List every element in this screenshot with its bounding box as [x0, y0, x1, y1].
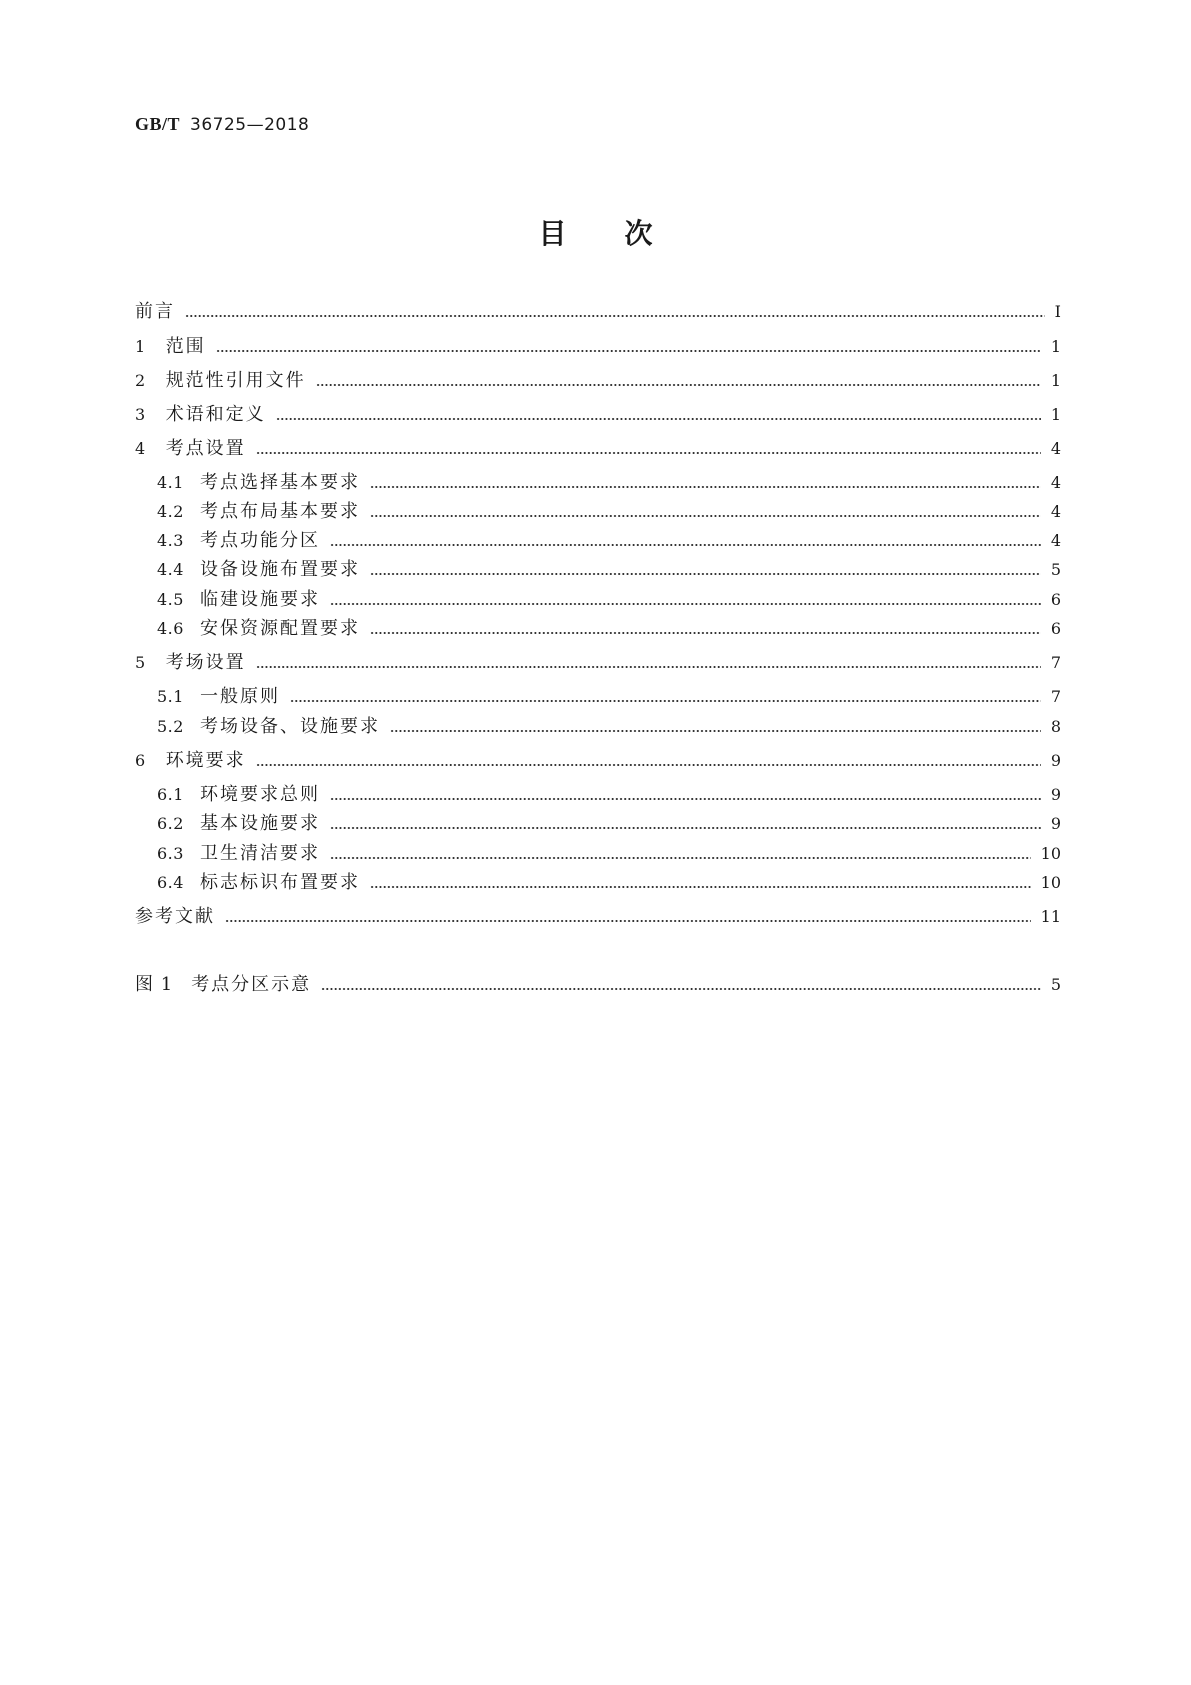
toc-entry-title: 临建设施要求 [199, 589, 320, 610]
toc-entry-number: 6.4 [157, 873, 184, 892]
dot-leader [390, 728, 1041, 734]
toc-entry-title: 术语和定义 [165, 404, 266, 425]
figure-entry-title: 考点分区示意 [191, 974, 312, 995]
toc-entry-label [157, 499, 360, 525]
toc-entry-label [157, 714, 380, 740]
toc-entry-title: 环境要求 [165, 750, 246, 771]
toc-entry-label [135, 402, 266, 428]
toc-entry[interactable] [157, 587, 1061, 613]
toc-entry-number: 6 [135, 751, 146, 770]
figure-entry-label [135, 972, 311, 998]
toc-entry[interactable] [157, 870, 1061, 896]
standard-code: GB/T [135, 114, 181, 134]
toc-entry[interactable] [135, 334, 1061, 360]
toc-entry-title: 考点设置 [165, 438, 246, 459]
toc-entry-page: 9 [1050, 785, 1061, 804]
toc-entry-label [135, 436, 246, 462]
dot-leader [225, 918, 1031, 924]
toc-entry-number: 5.1 [157, 687, 184, 706]
toc-entry-label [135, 299, 175, 325]
toc-entry-number: 3 [135, 405, 146, 424]
toc-entry-number: 1 [135, 337, 146, 356]
toc-entry-label [135, 904, 215, 930]
toc-entry[interactable] [135, 904, 1061, 930]
standard-number [135, 114, 309, 135]
toc-entry-label [135, 334, 206, 360]
dot-leader [370, 571, 1041, 577]
toc-entry-title: 考场设备、设施要求 [199, 716, 380, 737]
figure-entry-number: 图 1 [135, 974, 174, 995]
toc-entry-page: Ⅰ [1054, 302, 1061, 321]
toc-entry-label [135, 650, 246, 676]
toc-entry-title: 环境要求总则 [199, 784, 320, 805]
dot-leader [330, 796, 1041, 802]
dot-leader [370, 884, 1031, 890]
toc-entry[interactable] [157, 557, 1061, 583]
dot-leader [330, 825, 1041, 831]
toc-entry-page: 9 [1050, 814, 1061, 833]
toc-entry-number: 6.2 [157, 814, 184, 833]
toc-entry-title: 参考文献 [135, 906, 215, 927]
toc-entry[interactable] [135, 299, 1061, 325]
dot-leader [330, 601, 1041, 607]
standard-year-number: 36725—2018 [190, 115, 310, 135]
dot-leader [256, 450, 1041, 456]
toc-entry-label [157, 870, 360, 896]
dot-leader [185, 313, 1045, 319]
dot-leader [276, 416, 1041, 422]
dot-leader [370, 484, 1041, 490]
toc-entry-label [157, 782, 320, 808]
toc-entry[interactable] [157, 782, 1061, 808]
toc-entry[interactable] [157, 470, 1061, 496]
toc-entry-title: 考点布局基本要求 [199, 501, 360, 522]
toc-entry-label [157, 587, 320, 613]
toc-entry[interactable] [157, 841, 1061, 867]
toc-entry[interactable] [135, 402, 1061, 428]
toc-entry[interactable] [157, 811, 1061, 837]
toc-entry-number: 6.3 [157, 844, 184, 863]
toc-entry-title: 规范性引用文件 [165, 370, 306, 391]
toc-entry-title: 前言 [135, 301, 175, 322]
dot-leader [256, 762, 1041, 768]
toc-entry-page: 1 [1050, 405, 1061, 424]
toc-entry[interactable] [157, 616, 1061, 642]
toc-entry-page: 10 [1040, 873, 1061, 892]
toc-entry-page: 4 [1050, 473, 1061, 492]
dot-leader [370, 630, 1041, 636]
toc-entry[interactable] [135, 436, 1061, 462]
toc-entry-number: 6.1 [157, 785, 184, 804]
toc-entry-title: 一般原则 [199, 686, 280, 707]
toc-entry-title: 考点选择基本要求 [199, 472, 360, 493]
toc-entry-label [157, 811, 320, 837]
toc-entry-number: 4.3 [157, 531, 184, 550]
toc-entry-page: 5 [1050, 560, 1061, 579]
dot-leader [330, 855, 1031, 861]
toc-entry-page: 1 [1050, 337, 1061, 356]
toc-entry[interactable] [135, 650, 1061, 676]
toc-entry-page: 4 [1050, 502, 1061, 521]
toc-entry-page: 4 [1050, 439, 1061, 458]
toc-entry-label [157, 841, 320, 867]
figure-list-entry[interactable] [135, 972, 1061, 998]
toc-entry-title: 基本设施要求 [199, 813, 320, 834]
figure-entry-page: 5 [1050, 975, 1061, 994]
title-char-1: 目 [538, 217, 567, 250]
dot-leader [316, 382, 1041, 388]
toc-entry-page: 9 [1050, 751, 1061, 770]
toc-entry-number: 5.2 [157, 717, 184, 736]
toc-entry-page: 6 [1050, 590, 1061, 609]
page-title [0, 212, 1191, 252]
toc-entry-label [157, 684, 280, 710]
toc-entry-number: 4.6 [157, 619, 184, 638]
toc-entry[interactable] [135, 368, 1061, 394]
toc-entry-page: 8 [1050, 717, 1061, 736]
toc-entry[interactable] [157, 528, 1061, 554]
toc-entry-number: 5 [135, 653, 146, 672]
toc-entry-title: 卫生清洁要求 [199, 843, 320, 864]
toc-entry-title: 安保资源配置要求 [199, 618, 360, 639]
toc-entry-number: 4.2 [157, 502, 184, 521]
toc-entry-number: 4.4 [157, 560, 184, 579]
toc-entry-label [157, 470, 360, 496]
toc-entry-number: 4.5 [157, 590, 184, 609]
dot-leader [256, 664, 1041, 670]
toc-entry-page: 7 [1050, 653, 1061, 672]
toc-entry[interactable] [157, 684, 1061, 710]
toc-entry-title: 设备设施布置要求 [199, 559, 360, 580]
toc-entry-number: 2 [135, 371, 146, 390]
toc-entry-page: 7 [1050, 687, 1061, 706]
toc-entry-label [157, 616, 360, 642]
toc-entry-label [135, 748, 246, 774]
toc-entry[interactable] [157, 714, 1061, 740]
toc-entry-title: 标志标识布置要求 [199, 872, 360, 893]
toc-entry-title: 考场设置 [165, 652, 246, 673]
dot-leader [370, 513, 1041, 519]
toc-entry[interactable] [135, 748, 1061, 774]
toc-entry-number: 4.1 [157, 473, 184, 492]
toc-entry-page: 11 [1040, 907, 1061, 926]
toc-entry[interactable] [157, 499, 1061, 525]
toc-entry-page: 4 [1050, 531, 1061, 550]
toc-entry-page: 1 [1050, 371, 1061, 390]
dot-leader [216, 348, 1041, 354]
toc-entry-title: 考点功能分区 [199, 530, 320, 551]
toc-entry-label [157, 528, 320, 554]
toc-entry-label [135, 368, 306, 394]
dot-leader [290, 698, 1041, 704]
dot-leader [321, 986, 1041, 992]
toc-entry-label [157, 557, 360, 583]
dot-leader [330, 542, 1041, 548]
toc-entry-page: 10 [1040, 844, 1061, 863]
toc-entry-title: 范围 [165, 336, 206, 357]
title-char-2: 次 [624, 217, 653, 250]
toc-entry-number: 4 [135, 439, 146, 458]
toc-entry-page: 6 [1050, 619, 1061, 638]
